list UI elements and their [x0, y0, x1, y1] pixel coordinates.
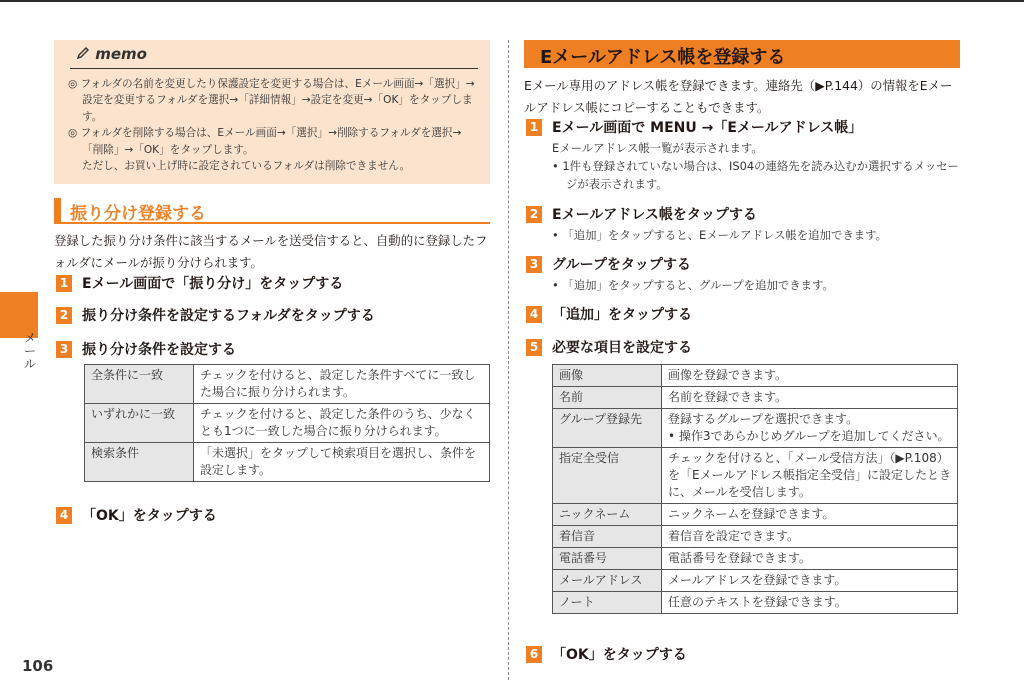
step-number-badge: 6: [526, 646, 542, 663]
step-number-badge: 1: [56, 275, 72, 292]
table-value-cell: 任意のテキストを登録できます。: [662, 592, 958, 614]
right-step-1-desc: Eメールアドレス帳一覧が表示されます。 • 1件も登録されていない場合は、IS04の連絡先を読み込むか選択するメッセージが表示されます。: [552, 141, 959, 191]
table-value-cell: メールアドレスを登録できます。: [662, 570, 958, 592]
table-key-cell: 着信音: [553, 526, 662, 548]
right-step-6: 6 「OK」をタップする: [526, 646, 687, 664]
table-value-cell: チェックを付けると、「メール受信方法」（▶P.108）を「Eメールアドレス帳指定全受信」に設定したときに、メールを受信します。: [662, 448, 958, 504]
step-number-badge: 5: [526, 339, 542, 356]
step-number-badge: 4: [56, 507, 72, 524]
step-number-badge: 3: [56, 341, 72, 358]
step-number-badge: 2: [56, 307, 72, 324]
right-step-3: 3 グループをタップする: [526, 256, 691, 274]
pencil-icon: [76, 46, 90, 60]
step-number-badge: 4: [526, 306, 542, 323]
right-step-2: 2 Eメールアドレス帳をタップする: [526, 206, 757, 224]
table-value-cell: チェックを付けると、設定した条件のうち、少なくとも1つに一致した場合に振り分けられます。: [194, 404, 490, 443]
right-step-1: 1 Eメール画面で MENU →「Eメールアドレス帳」: [526, 119, 862, 137]
step-number-badge: 2: [526, 206, 542, 223]
step-number-badge: 3: [526, 256, 542, 273]
table-key-cell: ノート: [553, 592, 662, 614]
table-row: [553, 387, 958, 409]
memo-body: [68, 76, 482, 174]
left-step-2: 2 振り分け条件を設定するフォルダをタップする: [56, 307, 375, 325]
table-key-cell: 検索条件: [85, 443, 194, 482]
filter-condition-table: [84, 364, 490, 482]
table-key-cell: 画像: [553, 365, 662, 387]
right-step-2-note: • 「追加」をタップすると、Eメールアドレス帳を追加できます。: [552, 228, 887, 242]
table-value-cell: チェックを付けると、設定した条件すべてに一致した場合に振り分けられます。: [194, 365, 490, 404]
table-row: [553, 409, 958, 448]
right-step-5: 5 必要な項目を設定する: [526, 339, 692, 357]
left-step-3: 3 振り分け条件を設定する: [56, 341, 236, 359]
column-divider: [508, 40, 509, 680]
table-value-cell: 名前を登録できます。: [662, 387, 958, 409]
page-number: 106: [22, 657, 54, 675]
step-number-badge: 1: [526, 119, 542, 136]
table-key-cell: 電話番号: [553, 548, 662, 570]
top-rule: [0, 0, 1024, 2]
left-step-4: 4 「OK」をタップする: [56, 507, 217, 525]
table-value-cell: 着信音を設定できます。: [662, 526, 958, 548]
table-key-cell: ニックネーム: [553, 504, 662, 526]
table-row: [553, 504, 958, 526]
table-key-cell: 指定全受信: [553, 448, 662, 504]
table-key-cell: 名前: [553, 387, 662, 409]
memo-item: ◎ フォルダの名前を変更したり保護設定を変更する場合は、Eメール画面→「選択」→設定を変更するフォルダを選択→「詳細情報」→設定を変更→「OK」をタップします。: [68, 78, 475, 123]
right-intro: Eメール専用のアドレス帳を登録できます。連絡先（▶P.144）の情報をEメールアドレス帳にコピーすることもできます。: [524, 78, 953, 115]
address-book-fields-table: [552, 364, 958, 614]
section-title-furiwake: 振り分け登録する: [54, 198, 490, 224]
table-value-cell: ニックネームを登録できます。: [662, 504, 958, 526]
table-value-cell: 画像を登録できます。: [662, 365, 958, 387]
table-row: [553, 570, 958, 592]
table-row: [85, 404, 490, 443]
section-title-address-book: Eメールアドレス帳を登録する: [524, 40, 960, 68]
memo-item: ◎ フォルダを削除する場合は、Eメール画面→「選択」→削除するフォルダを選択→「削除」→「OK」をタップします。 ただし、お買い上げ時に設定されているフォルダは削除できません。: [68, 127, 462, 173]
table-key-cell: 全条件に一致: [85, 365, 194, 404]
title-bar-marker: [54, 198, 61, 222]
table-key-cell: メールアドレス: [553, 570, 662, 592]
right-step-4: 4 「追加」をタップする: [526, 306, 692, 324]
memo-header: [70, 46, 478, 69]
table-key-cell: いずれかに一致: [85, 404, 194, 443]
memo-title: memo: [76, 45, 147, 63]
table-key-cell: グループ登録先: [553, 409, 662, 448]
right-step-3-note: • 「追加」をタップすると、グループを追加できます。: [552, 278, 834, 292]
table-row: [553, 548, 958, 570]
table-value-cell: 登録するグループを選択できます。 • 操作3であらかじめグループを追加してください。: [662, 409, 958, 448]
table-row: [85, 443, 490, 482]
left-intro: 登録した振り分け条件に該当するメールを送受信すると、自動的に登録したフォルダにメールが振り分けられます。: [54, 233, 488, 270]
table-row: [553, 365, 958, 387]
left-step-1: 1 Eメール画面で「振り分け」をタップする: [56, 275, 343, 293]
table-row: [553, 448, 958, 504]
table-value-cell: 「未選択」をタップして検索項目を選択し、条件を設定します。: [194, 443, 490, 482]
table-row: [553, 592, 958, 614]
memo-box: [54, 40, 490, 184]
chapter-tab-label: メール: [24, 331, 37, 371]
table-value-cell: 電話番号を登録できます。: [662, 548, 958, 570]
table-row: [553, 526, 958, 548]
table-row: [85, 365, 490, 404]
